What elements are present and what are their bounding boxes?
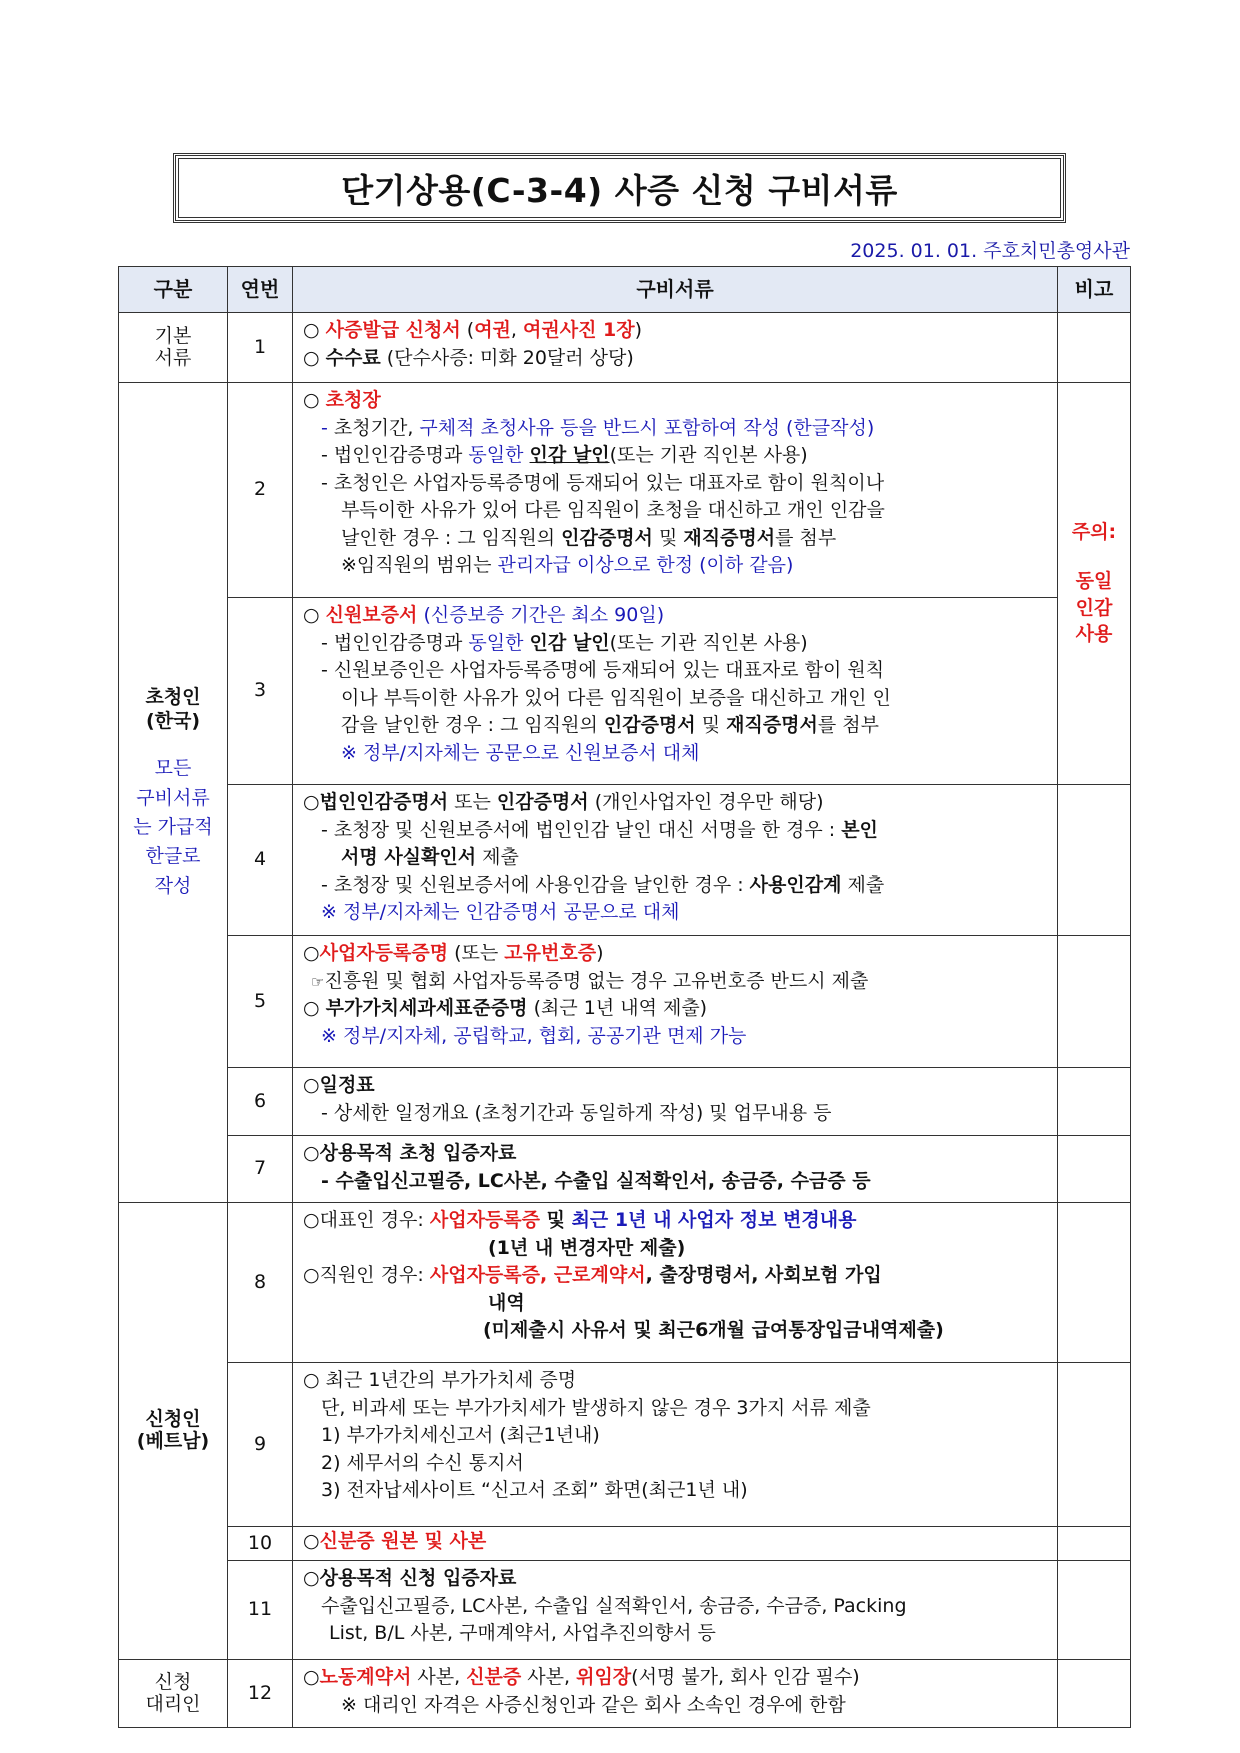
doc-line: 서명 사실확인서 제출 — [341, 846, 519, 869]
row-number: 1 — [228, 313, 293, 383]
documents-cell — [293, 598, 1058, 785]
documents-cell — [293, 1068, 1058, 1136]
doc-line: 수출입신고필증, LC사본, 수출입 실적확인서, 송금증, 수금증, Packing — [321, 1594, 907, 1617]
remarks-cell — [1058, 1561, 1131, 1660]
documents-cell — [293, 1527, 1058, 1561]
table-row — [119, 1136, 1131, 1203]
doc-line: ※ 정부/지자체, 공립학교, 협회, 공공기관 면제 가능 — [321, 1024, 747, 1047]
caution-text: 사용 — [1075, 623, 1113, 646]
table-row — [119, 1363, 1131, 1527]
documents-cell — [293, 1363, 1058, 1527]
doc-line: ○일정표 — [303, 1074, 375, 1096]
document-title-box — [173, 153, 1066, 223]
document-title: 단기상용(C-3-4) 사증 신청 구비서류 — [341, 170, 898, 210]
caution-label: 주의: — [1071, 521, 1117, 544]
caution-text: 동일 — [1075, 569, 1113, 592]
doc-line: ○법인인감증명서 또는 인감증명서 (개인사업자인 경우만 해당) — [303, 791, 824, 813]
doc-line: - 초청장 및 신원보증서에 법인인감 날인 대신 서명을 한 경우 : 본인 — [321, 818, 878, 841]
category-inviter — [119, 383, 228, 1203]
category-label: 대리인 — [145, 1692, 201, 1715]
category-label: (베트남) — [136, 1430, 210, 1452]
doc-line: ※ 정부/지자체는 공문으로 신원보증서 대체 — [341, 741, 700, 764]
doc-line: List, B/L 사본, 구매계약서, 사업추진의향서 등 — [329, 1622, 716, 1645]
doc-line: - 초청장 및 신원보증서에 사용인감을 날인한 경우 : 사용인감계 제출 — [321, 873, 885, 896]
doc-line: - 초청기간, 구체적 초청사유 등을 반드시 포함하여 작성 (한글작성) — [321, 416, 875, 439]
doc-line: ○ 부가가치세과세표준증명 (최근 1년 내역 제출) — [303, 997, 708, 1020]
table-row — [119, 1561, 1131, 1660]
doc-line: ○신분증 원본 및 사본 — [303, 1530, 487, 1552]
doc-line: ※ 대리인 자격은 사증신청인과 같은 회사 소속인 경우에 한함 — [341, 1693, 846, 1716]
remarks-cell — [1058, 1527, 1131, 1561]
doc-line: - 신원보증인은 사업자등록증명에 등재되어 있는 대표자로 함이 원칙 — [321, 659, 885, 682]
category-label: (한국) — [145, 710, 201, 733]
remarks-cell — [1058, 1068, 1131, 1136]
row-number: 3 — [228, 598, 293, 785]
row-number: 2 — [228, 383, 293, 598]
table-row — [119, 1527, 1131, 1561]
pointing-hand-icon: ☞ — [311, 972, 325, 991]
doc-line: ☞진흥원 및 협회 사업자등록증명 없는 경우 고유번호증 반드시 제출 — [311, 969, 869, 992]
table-header-row — [119, 267, 1131, 313]
doc-line: ○ 최근 1년간의 부가가치세 증명 — [303, 1369, 577, 1391]
doc-line: - 초청인은 사업자등록증명에 등재되어 있는 대표자로 함이 원칙이나 — [321, 471, 885, 494]
doc-line: ○ 초청장 — [303, 389, 381, 411]
doc-line: ※ 정부/지자체는 인감증명서 공문으로 대체 — [321, 901, 680, 924]
category-agent — [119, 1660, 228, 1728]
remarks-cell — [1058, 936, 1131, 1068]
header-documents: 구비서류 — [293, 267, 1058, 313]
row-number: 11 — [228, 1561, 293, 1660]
table-row — [119, 1203, 1131, 1363]
category-applicant — [119, 1203, 228, 1660]
doc-line: (1년 내 변경자만 제출) — [488, 1236, 686, 1259]
doc-line: 2) 세무서의 수신 통지서 — [321, 1451, 524, 1474]
documents-cell — [293, 785, 1058, 936]
date-issuer: 2025. 01. 01. 주호치민총영사관 — [850, 240, 1130, 262]
remarks-cell — [1058, 1203, 1131, 1363]
doc-line: ○ 수수료 (단수사증: 미화 20달러 상당) — [303, 346, 634, 369]
table-row — [119, 383, 1131, 598]
doc-line: 이나 부득이한 사유가 있어 다른 임직원이 보증을 대신하고 개인 인 — [341, 686, 891, 709]
doc-line: ○노동계약서 사본, 신분증 사본, 위임장(서명 불가, 회사 인감 필수) — [303, 1666, 860, 1688]
remarks-cell — [1058, 1660, 1131, 1728]
caution-text: 인감 — [1075, 596, 1113, 619]
documents-cell — [293, 936, 1058, 1068]
category-label: 초청인 — [145, 685, 201, 708]
doc-line: (미제출시 사유서 및 최근6개월 급여통장입금내역제출) — [483, 1319, 944, 1342]
doc-line: ○ 신원보증서 (신증보증 기간은 최소 90일) — [303, 604, 665, 626]
documents-cell — [293, 1203, 1058, 1363]
doc-line: ○상용목적 초청 입증자료 — [303, 1142, 517, 1164]
table-row — [119, 313, 1131, 383]
doc-line: ○상용목적 신청 입증자료 — [303, 1567, 517, 1589]
remarks-cell — [1058, 1136, 1131, 1203]
doc-line: 날인한 경우 : 그 임직원의 인감증명서 및 재직증명서를 첨부 — [341, 526, 837, 549]
documents-cell — [293, 1136, 1058, 1203]
doc-line: ○대표인 경우: 사업자등록증 및 최근 1년 내 사업자 정보 변경내용 — [303, 1209, 857, 1231]
doc-line: 내역 — [488, 1291, 525, 1314]
table-row — [119, 785, 1131, 936]
row-number: 12 — [228, 1660, 293, 1728]
header-remarks: 비고 — [1058, 267, 1131, 313]
doc-line: - 수출입신고필증, LC사본, 수출입 실적확인서, 송금증, 수금증 등 — [321, 1169, 871, 1192]
row-number: 10 — [228, 1527, 293, 1561]
doc-line: - 법인인감증명과 동일한 인감 날인(또는 기관 직인본 사용) — [321, 444, 808, 467]
row-number: 5 — [228, 936, 293, 1068]
doc-line: - 법인인감증명과 동일한 인감 날인(또는 기관 직인본 사용) — [321, 631, 808, 654]
remarks-cell — [1058, 313, 1131, 383]
inviter-note: 모든 구비서류 는 가급적 한글로 작성 — [133, 757, 213, 897]
table-row — [119, 936, 1131, 1068]
documents-cell — [293, 1561, 1058, 1660]
table-row — [119, 598, 1131, 785]
remarks-cell — [1058, 785, 1131, 936]
doc-line: 3) 전자납세사이트 “신고서 조회” 화면(최근1년 내) — [321, 1479, 748, 1502]
header-number: 연번 — [228, 267, 293, 313]
remarks-caution — [1058, 383, 1131, 785]
category-label: 기본 — [154, 324, 192, 347]
row-number: 8 — [228, 1203, 293, 1363]
doc-line: ※임직원의 범위는 관리자급 이상으로 한정 (이하 같음) — [341, 554, 794, 577]
table-row — [119, 1660, 1131, 1728]
category-label: 서류 — [154, 346, 192, 369]
category-label: 신청인 — [145, 1408, 201, 1431]
doc-line: ○ 사증발급 신청서 (여권, 여권사진 1장) — [303, 319, 643, 341]
doc-line: 부득이한 사유가 있어 다른 임직원이 초청을 대신하고 개인 인감을 — [341, 499, 885, 522]
category-basic — [119, 313, 228, 383]
category-label: 신청 — [154, 1670, 192, 1693]
doc-line: 1) 부가가치세신고서 (최근1년내) — [321, 1424, 600, 1447]
remarks-cell — [1058, 1363, 1131, 1527]
requirements-table — [118, 266, 1131, 1728]
documents-cell — [293, 383, 1058, 598]
row-number: 9 — [228, 1363, 293, 1527]
row-number: 6 — [228, 1068, 293, 1136]
row-number: 4 — [228, 785, 293, 936]
table-row — [119, 1068, 1131, 1136]
doc-line: ○직원인 경우: 사업자등록증, 근로계약서, 출장명령서, 사회보험 가입 — [303, 1264, 882, 1287]
row-number: 7 — [228, 1136, 293, 1203]
doc-line: 단, 비과세 또는 부가가치세가 발생하지 않은 경우 3가지 서류 제출 — [321, 1396, 871, 1419]
header-category: 구분 — [119, 267, 228, 313]
doc-line: ○사업자등록증명 (또는 고유번호증) — [303, 942, 604, 964]
documents-cell — [293, 313, 1058, 383]
doc-line: 감을 날인한 경우 : 그 임직원의 인감증명서 및 재직증명서를 첨부 — [341, 714, 879, 737]
doc-line: - 상세한 일정개요 (초청기간과 동일하게 작성) 및 업무내용 등 — [321, 1101, 832, 1124]
documents-cell — [293, 1660, 1058, 1728]
